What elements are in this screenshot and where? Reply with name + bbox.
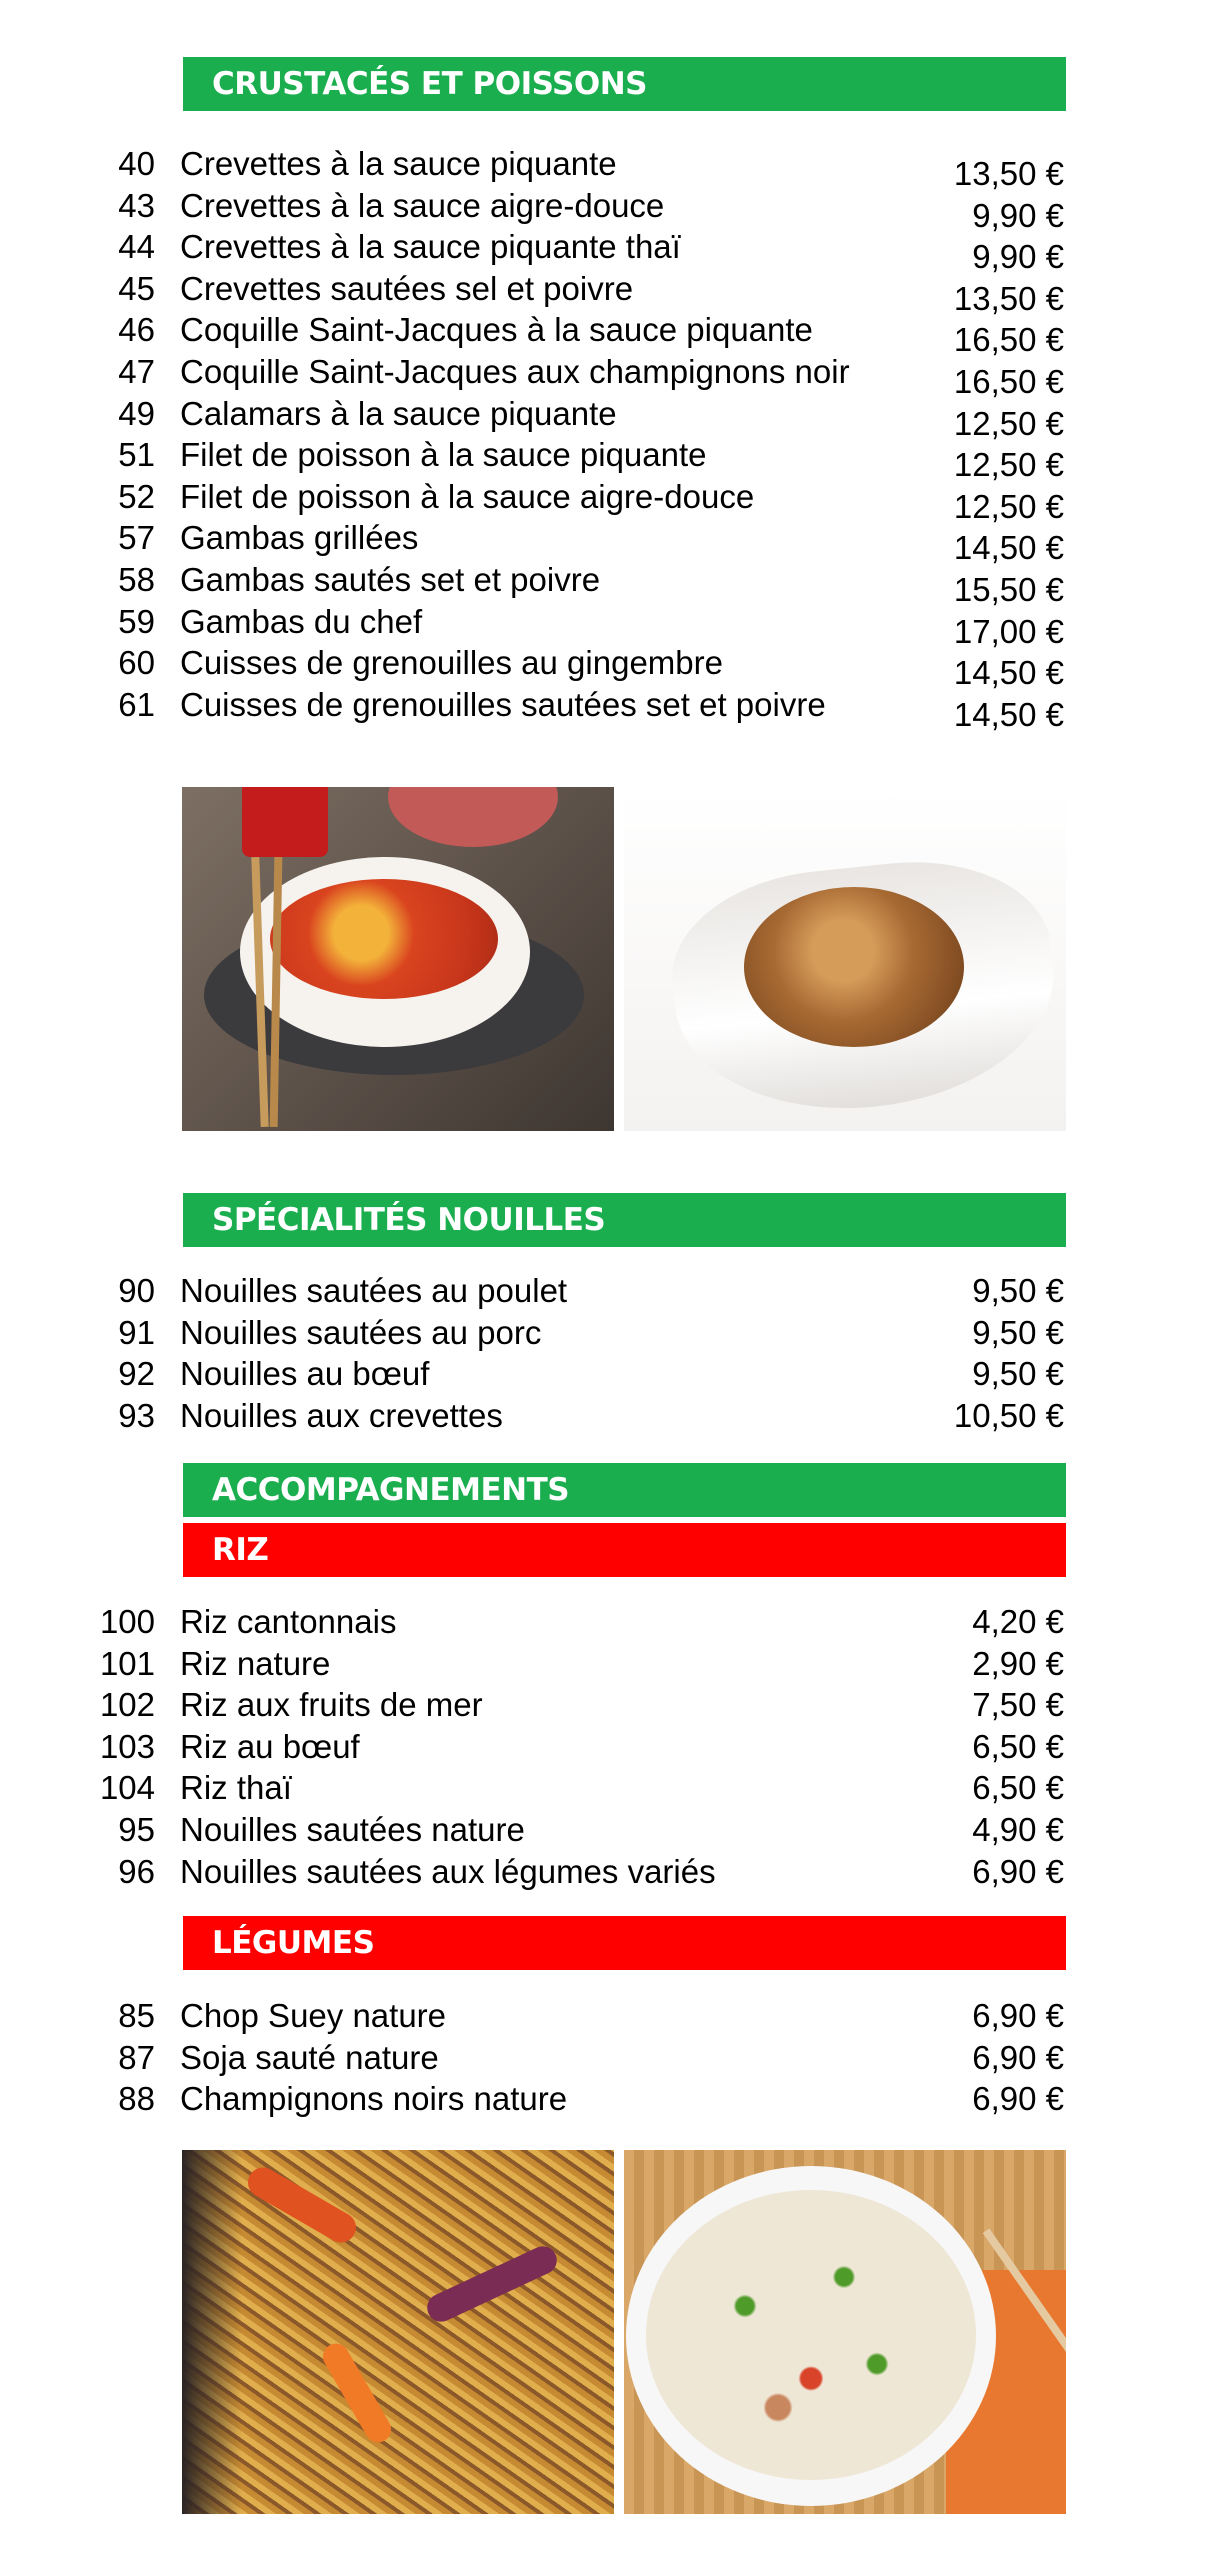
item-name: Coquille Saint-Jacques à la sauce piquante (180, 311, 813, 349)
item-name: Riz thaï (180, 1769, 292, 1807)
item-price: 14,50 € (953, 529, 1064, 567)
menu-item (0, 559, 1207, 608)
item-name: Crevettes à la sauce piquante thaï (180, 228, 681, 266)
section-header-accompagnements (183, 1463, 1066, 1517)
item-name: Chop Suey nature (180, 1997, 447, 2034)
item-price: 17,00 € (953, 612, 1064, 650)
photo-shrimp-sauce (182, 787, 614, 1131)
item-number: 95 (118, 1810, 155, 1848)
item-price: 14,50 € (953, 654, 1064, 692)
menu-item (0, 2037, 1207, 2079)
item-name: Cuisses de grenouilles sautées set et poivre (180, 685, 826, 723)
item-price: 9,90 € (972, 238, 1064, 276)
item-name: Nouilles sautées au porc (180, 1313, 542, 1351)
item-price: 9,50 € (972, 1355, 1064, 1393)
section-header-crustaces (183, 57, 1066, 111)
item-price: 15,50 € (953, 570, 1064, 608)
item-number: 47 (118, 352, 155, 390)
menu-item (0, 1643, 1207, 1685)
menu-item (0, 351, 1207, 400)
menu-item (0, 684, 1207, 733)
item-name: Gambas du chef (180, 602, 423, 640)
item-number: 100 (99, 1603, 155, 1640)
item-name: Nouilles sautées aux légumes variés (180, 1852, 716, 1890)
section-header-nouilles (183, 1193, 1066, 1247)
item-name: Nouilles aux crevettes (180, 1396, 503, 1434)
item-name: Crevettes sautées sel et poivre (180, 269, 634, 307)
item-name: Champignons noirs nature (180, 2080, 568, 2118)
item-price: 9,50 € (972, 1272, 1064, 1309)
item-price: 6,90 € (972, 2080, 1064, 2118)
item-price: 16,50 € (953, 321, 1064, 359)
menu-item (0, 226, 1207, 276)
section-header-legumes (183, 1916, 1066, 1970)
item-name: Gambas sautés set et poivre (180, 560, 601, 598)
menu-list-riz (0, 1601, 1207, 1892)
menu-item (0, 1851, 1207, 1893)
photo-frog-legs (624, 787, 1066, 1131)
menu-item (0, 143, 1207, 192)
menu-item (0, 517, 1207, 567)
item-number: 60 (118, 644, 155, 682)
section-header-riz (183, 1523, 1066, 1577)
photo-stir-fried-noodles (182, 2150, 614, 2514)
menu-item (0, 434, 1207, 484)
menu-item (0, 1684, 1207, 1726)
menu-list-legumes (0, 1995, 1207, 2120)
item-price: 16,50 € (953, 362, 1064, 400)
item-number: 103 (99, 1727, 155, 1765)
section-title: LÉGUMES (212, 1925, 375, 1961)
menu-list-crustaces (0, 143, 1207, 733)
menu-list-nouilles (0, 1270, 1207, 1436)
item-name: Crevettes à la sauce piquante (180, 145, 617, 182)
menu-item (0, 1601, 1207, 1643)
item-name: Cuisses de grenouilles au gingembre (180, 644, 723, 682)
item-price: 7,50 € (972, 1686, 1064, 1724)
menu-item (0, 1767, 1207, 1809)
menu-item (0, 309, 1207, 359)
section-title: RIZ (212, 1532, 269, 1568)
item-number: 87 (118, 2038, 155, 2076)
item-name: Coquille Saint-Jacques aux champignons noir (180, 352, 850, 390)
item-number: 57 (118, 519, 155, 557)
menu-item (0, 642, 1207, 692)
section-title: ACCOMPAGNEMENTS (212, 1472, 570, 1508)
item-price: 6,90 € (972, 2038, 1064, 2076)
item-price: 12,50 € (953, 487, 1064, 525)
menu-item (0, 268, 1207, 317)
item-number: 96 (118, 1852, 155, 1890)
section-title: SPÉCIALITÉS NOUILLES (212, 1202, 606, 1238)
item-number: 92 (118, 1355, 155, 1393)
item-name: Riz cantonnais (180, 1603, 397, 1640)
item-number: 58 (118, 560, 155, 598)
menu-item (0, 185, 1207, 234)
item-number: 101 (99, 1644, 155, 1682)
item-name: Riz aux fruits de mer (180, 1686, 483, 1724)
item-price: 4,20 € (972, 1603, 1064, 1640)
item-number: 93 (118, 1396, 155, 1434)
photo-fried-rice (624, 2150, 1066, 2514)
item-name: Riz au bœuf (180, 1727, 360, 1765)
item-price: 9,50 € (972, 1313, 1064, 1351)
item-price: 4,90 € (972, 1810, 1064, 1848)
menu-item (0, 601, 1207, 650)
item-name: Riz nature (180, 1644, 331, 1682)
item-price: 6,50 € (972, 1727, 1064, 1765)
menu-item (0, 1270, 1207, 1312)
menu-item (0, 476, 1207, 525)
item-number: 90 (118, 1272, 155, 1309)
item-name: Filet de poisson à la sauce aigre-douce (180, 477, 755, 515)
menu-item (0, 2078, 1207, 2120)
item-price: 12,50 € (953, 404, 1064, 442)
item-number: 104 (99, 1769, 155, 1807)
item-name: Nouilles sautées au poulet (180, 1272, 568, 1309)
item-price: 6,50 € (972, 1769, 1064, 1807)
item-number: 85 (118, 1997, 155, 2034)
menu-item (0, 1995, 1207, 2037)
item-name: Calamars à la sauce piquante (180, 394, 617, 432)
item-price: 6,90 € (972, 1852, 1064, 1890)
item-number: 49 (118, 394, 155, 432)
item-name: Nouilles au bœuf (180, 1355, 430, 1393)
menu-item (0, 1312, 1207, 1354)
menu-item (0, 393, 1207, 442)
item-price: 9,90 € (972, 196, 1064, 234)
item-number: 102 (99, 1686, 155, 1724)
section-title: CRUSTACÉS ET POISSONS (212, 66, 648, 102)
item-number: 44 (118, 228, 155, 266)
menu-item (0, 1726, 1207, 1768)
item-price: 6,90 € (972, 1997, 1064, 2034)
item-name: Crevettes à la sauce aigre-douce (180, 186, 665, 224)
item-price: 2,90 € (972, 1644, 1064, 1682)
item-name: Nouilles sautées nature (180, 1810, 525, 1848)
item-number: 59 (118, 602, 155, 640)
item-name: Gambas grillées (180, 519, 419, 557)
item-number: 52 (118, 477, 155, 515)
menu-item (0, 1395, 1207, 1437)
item-number: 40 (118, 145, 155, 182)
item-number: 88 (118, 2080, 155, 2118)
item-number: 45 (118, 269, 155, 307)
item-number: 46 (118, 311, 155, 349)
item-price: 10,50 € (953, 1396, 1064, 1434)
item-number: 91 (118, 1313, 155, 1351)
item-price: 13,50 € (953, 155, 1064, 192)
menu-item (0, 1809, 1207, 1851)
item-name: Soja sauté nature (180, 2038, 439, 2076)
item-price: 13,50 € (953, 279, 1064, 317)
item-price: 14,50 € (953, 695, 1064, 733)
item-number: 61 (118, 685, 155, 723)
item-number: 51 (118, 436, 155, 474)
item-number: 43 (118, 186, 155, 224)
item-name: Filet de poisson à la sauce piquante (180, 436, 707, 474)
item-price: 12,50 € (953, 446, 1064, 484)
menu-item (0, 1353, 1207, 1395)
